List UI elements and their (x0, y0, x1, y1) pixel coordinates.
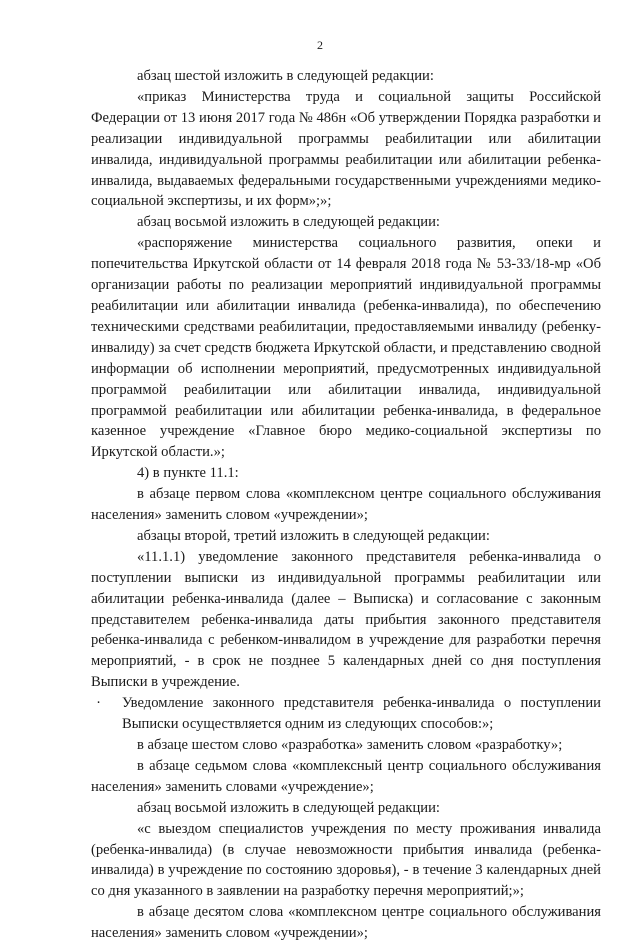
paragraph: в абзаце десятом слова «комплексном центре социального обслуживания населения» заменить словом «учреждении»; (91, 904, 601, 942)
paragraph: «приказ Министерства труда и социальной защиты Российской Федерации от 13 июня 2017 года № 486н «Об утверждении Порядка разработки и реализации индивидуальной программы реабилитации или абилитации инвалида, индивидуальной программы реабилитации или абилитации ребенка-инвалида, выдаваемых федеральными государственными учреждениями медико-социальной экспертизы, и их форм»;»; (91, 88, 601, 210)
paragraph: в абзаце первом слова «комплексном центре социального обслуживания населения» заменить словом «учреждении»; (91, 486, 601, 524)
document-body (91, 66, 601, 944)
paragraph: в абзаце шестом слово «разработка» заменить словом «разработку»; (137, 737, 563, 753)
paragraph: абзац шестой изложить в следующей редакции: (137, 68, 434, 84)
paragraph: в абзаце седьмом слова «комплексный центр социального обслуживания населения» заменить словами «учреждение»; (91, 757, 601, 795)
paragraph: абзац восьмой изложить в следующей редакции: (137, 214, 440, 231)
page-number: 2 (317, 38, 323, 52)
paragraph: абзац восьмой изложить в следующей редакции: (137, 799, 440, 816)
paragraph: 4) в пункте 11.1: (137, 465, 239, 482)
paragraph: «11.1.1) уведомление законного представителя ребенка-инвалида о поступлении выписки из индивидуальной программы реабилитации или абилитации ребенка-инвалида (далее – Выписка) и согласование с законным представителем ребенка-инвалида даты прибытия законного представителя ребенка-инвалида с ребенком-инвалидом в учреждение для разработки перечня мероприятий, - в срок не позднее 5 календарных дней со дня поступления Выписки в учреждение. (91, 548, 601, 691)
paragraph: «распоряжение министерства социального развития, опеки и попечительства Иркутской области от 14 февраля 2018 года № 53-33/18-мр «Об организации работы по реализации мероприятий индивидуальной программы реабилитации или абилитации инвалида (ребенка-инвалида), по обеспечению техническими средствами реабилитации, предоставляемыми инвалиду (ребенку-инвалиду) за счет средств бюджета Иркутской области, и представлению сводной информации об исполнении мероприятий, предусмотренных индивидуальной программой реабилитации или абилитации инвалида, индивидуальной программой реабилитации или абилитации ребенка-инвалида, в федеральное казенное учреждение «Главное бюро медико-социальной экспертизы по Иркутской области.»; (91, 235, 601, 461)
paragraph-text: Уведомление законного представителя ребенка-инвалида о поступлении Выписки осуществляется одним из следующих способов:»; (122, 695, 601, 733)
paragraph: абзацы второй, третий изложить в следующей редакции: (137, 527, 490, 544)
paragraph-with-mark (91, 693, 601, 735)
paragraph: «с выездом специалистов учреждения по месту проживания инвалида (ребенка-инвалида) (в случае невозможности прибытия инвалида (ребенка-инвалида) в учреждение по состоянию здоровья), - в течение 3 календарных дней со дня указанного в заявлении на разработку перечня мероприятий;»; (91, 820, 601, 900)
stray-mark: · (96, 695, 101, 712)
